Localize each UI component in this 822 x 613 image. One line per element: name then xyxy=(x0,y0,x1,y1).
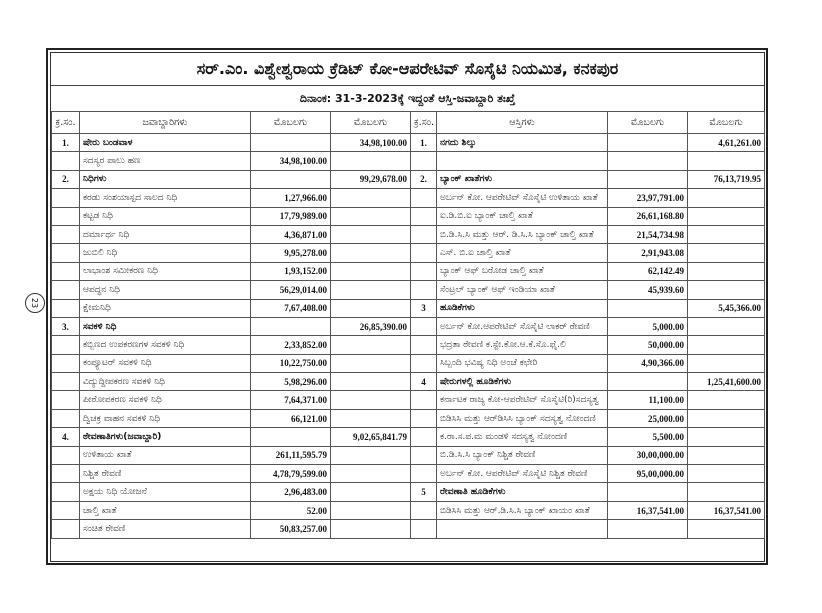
table-row xyxy=(52,207,765,225)
table-row xyxy=(52,409,765,427)
liability-label: ಕಟ್ಟಡ ನಿಧಿ xyxy=(80,207,251,225)
liability-total xyxy=(331,501,411,519)
header-sn-right: ಕ್ರ.ಸಂ. xyxy=(411,112,437,134)
liability-total: 9,02,65,841.79 xyxy=(331,428,411,446)
liability-total xyxy=(331,520,411,538)
asset-amount: 26,61,168.80 xyxy=(608,207,688,225)
table-row xyxy=(52,262,765,280)
table-row xyxy=(52,483,765,501)
asset-total xyxy=(688,317,765,335)
header-sn-left: ಕ್ರ.ಸಂ. xyxy=(52,112,80,134)
asset-label: ಬಿಡಿಸಿಸಿ ಮತ್ತು ಆರ್.ಡಿ.ಸಿ.ಸಿ ಬ್ಯಾಂಕ್ ಖಾಯಂ ಖಾತೆ xyxy=(437,501,608,519)
liability-total xyxy=(331,281,411,299)
liability-label: ನಿಶ್ಚಿತ ಠೇವಣಿ xyxy=(80,465,251,483)
asset-total: 1,25,41,600.00 xyxy=(688,373,765,391)
liability-sn xyxy=(52,391,80,409)
table-row xyxy=(52,391,765,409)
liability-amount xyxy=(251,134,331,152)
asset-amount: 21,54,734.98 xyxy=(608,225,688,243)
liability-sn xyxy=(52,446,80,464)
liability-amount: 1,27,966.00 xyxy=(251,189,331,207)
asset-sn: 4 xyxy=(411,373,437,391)
table-row xyxy=(52,225,765,243)
table-row xyxy=(52,465,765,483)
liability-total: 34,98,100.00 xyxy=(331,134,411,152)
asset-amount: 11,100.00 xyxy=(608,391,688,409)
liability-label: ಉಳಿತಾಯ ಖಾತೆ xyxy=(80,446,251,464)
liability-sn xyxy=(52,207,80,225)
liability-label: ಅಕ್ಷಯ ನಿಧಿ ಯೋಜನೆ xyxy=(80,483,251,501)
table-row xyxy=(52,354,765,372)
asset-total xyxy=(688,244,765,262)
asset-amount: 4,90,366.00 xyxy=(608,354,688,372)
asset-amount: 5,000.00 xyxy=(608,317,688,335)
asset-label xyxy=(437,152,608,170)
liability-label: ಕ್ಷೇಮನಿಧಿ xyxy=(80,299,251,317)
table-row xyxy=(52,152,765,170)
liability-sn xyxy=(52,189,80,207)
asset-total xyxy=(688,483,765,501)
liability-label: ನಿಧಿಗಳು xyxy=(80,170,251,188)
header-assets: ಆಸ್ತಿಗಳು xyxy=(437,112,608,134)
liability-total xyxy=(331,391,411,409)
table-body xyxy=(52,134,765,539)
liability-amount xyxy=(251,317,331,335)
liability-sn: 3. xyxy=(52,317,80,335)
asset-sn: 1. xyxy=(411,134,437,152)
header-amount: ಮೊಬಲಗು xyxy=(251,112,331,134)
asset-sn xyxy=(411,391,437,409)
asset-label: ಬಿ.ಡಿ.ಸಿ.ಸಿ ಬ್ಯಾಂಕ್ ನಿಶ್ಚಿತ ಠೇವಣಿ xyxy=(437,446,608,464)
asset-total xyxy=(688,207,765,225)
liability-sn xyxy=(52,465,80,483)
asset-label: ನಗದು ಶಿಲ್ಕು xyxy=(437,134,608,152)
balance-sheet-table xyxy=(51,111,765,539)
asset-sn xyxy=(411,189,437,207)
asset-total xyxy=(688,189,765,207)
asset-label: ಅರ್ಬನ್ ಕೋ. ಆಪರೇಟಿವ್ ಸೊಸೈಟಿ ನಿಶ್ಚಿತ ಠೇವಣಿ xyxy=(437,465,608,483)
table-row xyxy=(52,244,765,262)
liability-sn xyxy=(52,262,80,280)
asset-sn xyxy=(411,317,437,335)
liability-sn xyxy=(52,520,80,538)
asset-label: ಹೂಡಿಕೆಗಳು xyxy=(437,299,608,317)
liability-total xyxy=(331,299,411,317)
asset-total: 4,61,261.00 xyxy=(688,134,765,152)
header-amount: ಮೊಬಲಗು xyxy=(608,112,688,134)
asset-total xyxy=(688,446,765,464)
liability-amount: 1,93,152.00 xyxy=(251,262,331,280)
asset-amount: 16,37,541.00 xyxy=(608,501,688,519)
liability-amount: 9,95,278.00 xyxy=(251,244,331,262)
table-row xyxy=(52,446,765,464)
liability-sn: 1. xyxy=(52,134,80,152)
asset-sn xyxy=(411,244,437,262)
table-row xyxy=(52,336,765,354)
asset-amount xyxy=(608,152,688,170)
table-row xyxy=(52,317,765,335)
asset-sn: 2. xyxy=(411,170,437,188)
liability-total xyxy=(331,244,411,262)
liability-total xyxy=(331,207,411,225)
liability-label: ಲಾಭಾಂಶ ಸಮೀಕರಣ ನಿಧಿ xyxy=(80,262,251,280)
table-row xyxy=(52,189,765,207)
asset-amount: 30,00,000.00 xyxy=(608,446,688,464)
table-row xyxy=(52,134,765,152)
asset-sn xyxy=(411,207,437,225)
asset-sn xyxy=(411,409,437,427)
liability-amount: 17,79,989.00 xyxy=(251,207,331,225)
liability-sn xyxy=(52,281,80,299)
liability-amount: 7,64,371.00 xyxy=(251,391,331,409)
liability-total xyxy=(331,446,411,464)
liability-total xyxy=(331,354,411,372)
liability-label: ಸವಕಳಿ ನಿಧಿ xyxy=(80,317,251,335)
liability-total: 26,85,390.00 xyxy=(331,317,411,335)
liability-total xyxy=(331,189,411,207)
liability-label: ಸದಸ್ಯರ ಪಾಲು ಹಣ xyxy=(80,152,251,170)
asset-sn xyxy=(411,336,437,354)
liability-sn xyxy=(52,501,80,519)
asset-label: ಬಿಡಿಸಿಸಿ ಮತ್ತು ಆರ್‌ಡಿಸಿಸಿ ಬ್ಯಾಂಕ್ ಸದಸ್ಯತ್ವ ನೋಂದಣಿ xyxy=(437,409,608,427)
asset-total xyxy=(688,428,765,446)
liability-label: ಚಾಲ್ತಿ ಖಾತೆ xyxy=(80,501,251,519)
asset-amount xyxy=(608,483,688,501)
asset-total xyxy=(688,391,765,409)
table-row xyxy=(52,170,765,188)
table-row xyxy=(52,281,765,299)
asset-total xyxy=(688,520,765,538)
liability-sn xyxy=(52,483,80,501)
table-row xyxy=(52,520,765,538)
liability-amount xyxy=(251,170,331,188)
liability-sn xyxy=(52,225,80,243)
table-row xyxy=(52,428,765,446)
liability-amount: 5,98,296.00 xyxy=(251,373,331,391)
liability-total xyxy=(331,336,411,354)
liability-label: ದ್ವಿಚಕ್ರ ವಾಹನ ಸವಕಳಿ ನಿಧಿ xyxy=(80,409,251,427)
asset-amount: 50,000.00 xyxy=(608,336,688,354)
asset-amount: 5,500.00 xyxy=(608,428,688,446)
liability-label: ಸಂಚಿತ ಠೇವಣಿ xyxy=(80,520,251,538)
header-amount-total: ಮೊಬಲಗು xyxy=(688,112,765,134)
asset-total: 76,13,719.95 xyxy=(688,170,765,188)
asset-sn xyxy=(411,152,437,170)
asset-sn xyxy=(411,354,437,372)
liability-amount: 7,67,408.00 xyxy=(251,299,331,317)
asset-label xyxy=(437,520,608,538)
asset-sn: 3 xyxy=(411,299,437,317)
asset-total xyxy=(688,225,765,243)
liability-sn xyxy=(52,409,80,427)
liability-label: ಠೇವಣಾತಿಗಳು(ಜವಾಬ್ದಾರಿ) xyxy=(80,428,251,446)
asset-amount xyxy=(608,134,688,152)
asset-total: 16,37,541.00 xyxy=(688,501,765,519)
liability-label: ಜುಬಿಲಿ ನಿಧಿ xyxy=(80,244,251,262)
asset-sn xyxy=(411,225,437,243)
liability-total: 99,29,678.00 xyxy=(331,170,411,188)
liability-total xyxy=(331,409,411,427)
asset-label: ಭದ್ರತಾ ಠೇವಣಿ ಕ.ಸ್ಟೇ.ಕೋ.ಆ.ಕೆ.ಸೊ.ಫೈ.ಲಿ xyxy=(437,336,608,354)
asset-label: ಅರ್ಬನ್ ಕೋ.ಆಪರೇಟಿವ್ ಸೊಸೈಟಿ ಲಾಕರ್ ಠೇವಣಿ xyxy=(437,317,608,335)
asset-label: ಬ್ಯಾಂಕ್ ಆಫ್ ಬರೋಡ ಚಾಲ್ತಿ ಖಾತೆ xyxy=(437,262,608,280)
asset-sn: 5 xyxy=(411,483,437,501)
liability-amount: 66,121.00 xyxy=(251,409,331,427)
liability-label: ಷೇರು ಬಂಡವಾಳ xyxy=(80,134,251,152)
asset-label: ಬ್ಯಾಂಕ್ ಖಾತೆಗಳು xyxy=(437,170,608,188)
liability-total xyxy=(331,262,411,280)
liability-sn xyxy=(52,336,80,354)
asset-label: ಷೇರುಗಳಲ್ಲಿ ಹೂಡಿಕೆಗಳು xyxy=(437,373,608,391)
asset-sn xyxy=(411,262,437,280)
asset-sn xyxy=(411,281,437,299)
header-amount-total: ಮೊಬಲಗು xyxy=(331,112,411,134)
asset-sn xyxy=(411,501,437,519)
header-liabilities: ಜವಾಬ್ದಾರಿಗಳು xyxy=(80,112,251,134)
liability-label: ಕಬ್ಬಿಣದ ಉಪಕರಣಗಳ ಸವಕಳಿ ನಿಧಿ xyxy=(80,336,251,354)
asset-label: ಸೆಂಟ್ರಲ್ ಬ್ಯಾಂಕ್ ಆಫ್ ಇಂಡಿಯಾ ಖಾತೆ xyxy=(437,281,608,299)
asset-label: ಎಸ್. ಬಿ.ಐ ಚಾಲ್ತಿ ಖಾತೆ xyxy=(437,244,608,262)
asset-amount: 2,91,943.08 xyxy=(608,244,688,262)
asset-total xyxy=(688,281,765,299)
asset-total: 5,45,366.00 xyxy=(688,299,765,317)
asset-amount xyxy=(608,520,688,538)
asset-sn xyxy=(411,428,437,446)
liability-amount: 56,29,014.00 xyxy=(251,281,331,299)
asset-amount xyxy=(608,373,688,391)
asset-amount: 45,939.60 xyxy=(608,281,688,299)
liability-amount: 2,96,483.00 xyxy=(251,483,331,501)
asset-amount: 95,00,000.00 xyxy=(608,465,688,483)
liability-label: ಆಪದ್ಧನ ನಿಧಿ xyxy=(80,281,251,299)
liability-label: ದರ್ಮಾರ್ಥ ನಿಧಿ xyxy=(80,225,251,243)
liability-sn xyxy=(52,299,80,317)
liability-sn: 2. xyxy=(52,170,80,188)
liability-total xyxy=(331,225,411,243)
liability-amount: 52.00 xyxy=(251,501,331,519)
liability-amount: 261,11,595.79 xyxy=(251,446,331,464)
liability-sn xyxy=(52,244,80,262)
liability-label: ವಿದ್ಯುದ್ದೀಪಕರಣ ಸವಕಳಿ ನಿಧಿ xyxy=(80,373,251,391)
asset-amount: 23,97,791.00 xyxy=(608,189,688,207)
asset-label: ಬಿ.ಡಿ.ಸಿ.ಸಿ ಮತ್ತು ಆರ್. ಡಿ.ಸಿ.ಸಿ ಬ್ಯಾಂಕ್ ಚಾಲ್ತಿ ಖಾತೆ xyxy=(437,225,608,243)
asset-total xyxy=(688,262,765,280)
liability-amount: 4,36,871.00 xyxy=(251,225,331,243)
liability-total xyxy=(331,373,411,391)
table-row xyxy=(52,373,765,391)
asset-amount xyxy=(608,170,688,188)
liability-total xyxy=(331,465,411,483)
liability-total xyxy=(331,152,411,170)
liability-amount: 10,22,750.00 xyxy=(251,354,331,372)
asset-total xyxy=(688,152,765,170)
liability-amount xyxy=(251,428,331,446)
asset-label: ಕರ್ನಾಟಕ ರಾಜ್ಯ ಕೋ-ಆಪರೇಟಿವ್ ಸೊಸೈಟಿ(ರಿ)ಸದಸ್ಯತ್ವ xyxy=(437,391,608,409)
asset-amount: 25,000.00 xyxy=(608,409,688,427)
page-number: 23 xyxy=(25,293,45,313)
asset-sn xyxy=(411,446,437,464)
liability-label: ಕರಡು ಸಂಶಯಾಸ್ಪದ ಸಾಲದ ನಿಧಿ xyxy=(80,189,251,207)
liability-sn xyxy=(52,354,80,372)
asset-total xyxy=(688,354,765,372)
asset-total xyxy=(688,465,765,483)
table-row xyxy=(52,299,765,317)
liability-total xyxy=(331,483,411,501)
liability-sn xyxy=(52,152,80,170)
header-row xyxy=(52,112,765,134)
liability-label: ಕಂಪ್ಯೂಟರ್ ಸವಕಳಿ ನಿಧಿ xyxy=(80,354,251,372)
asset-label: ಐ.ಡಿ.ಬಿ.ಐ ಬ್ಯಾಂಕ್ ಚಾಲ್ತಿ ಖಾತೆ xyxy=(437,207,608,225)
liability-sn: 4. xyxy=(52,428,80,446)
balance-sheet-subtitle: ದಿನಾಂಕ: 31-3-2023ಕ್ಕೆ ಇದ್ದಂತೆ ಆಸ್ತಿ-ಜವಾಬ್ದಾರಿ ತಃಖ್ತೆ xyxy=(51,86,764,112)
liability-amount: 2,33,852.00 xyxy=(251,336,331,354)
society-title: ಸರ್.ಎಂ. ವಿಶ್ವೇಶ್ವರಾಯ ಕ್ರೆಡಿಟ್ ಕೋ-ಆಪರೇಟಿವ್ ಸೊಸೈಟಿ ನಿಯಮಿತ, ಕನಕಪುರ xyxy=(51,53,764,86)
asset-sn xyxy=(411,465,437,483)
asset-amount: 62,142.49 xyxy=(608,262,688,280)
asset-label: ರೇವಣಾತಿ ಹೂಡಿಕೆಗಳು xyxy=(437,483,608,501)
asset-total xyxy=(688,336,765,354)
liability-sn xyxy=(52,373,80,391)
asset-total xyxy=(688,409,765,427)
liability-amount: 4,78,79,599.00 xyxy=(251,465,331,483)
asset-label: ಅರ್ಬನ್ ಕೋ. ಆಪರೇಟಿವ್ ಸೊಸೈಟಿ ಉಳಿತಾಯ ಖಾತೆ xyxy=(437,189,608,207)
table-row xyxy=(52,501,765,519)
liability-label: ಪೀಠೋಪಕರಣ ಸವಕಳಿ ನಿಧಿ xyxy=(80,391,251,409)
asset-label: ಸಿಬ್ಬಂದಿ ಭವಿಷ್ಯ ನಿಧಿ ಅಂಚೆ ಕಛೇರಿ xyxy=(437,354,608,372)
asset-amount xyxy=(608,299,688,317)
asset-sn xyxy=(411,520,437,538)
liability-amount: 34,98,100.00 xyxy=(251,152,331,170)
liability-amount: 50,83,257.00 xyxy=(251,520,331,538)
asset-label: ಕ.ರಾ.ಸ.ಪ.ಮ ಮಂಡಳಿ ಸದಸ್ಯತ್ವ ನೋಂದಣಿ xyxy=(437,428,608,446)
